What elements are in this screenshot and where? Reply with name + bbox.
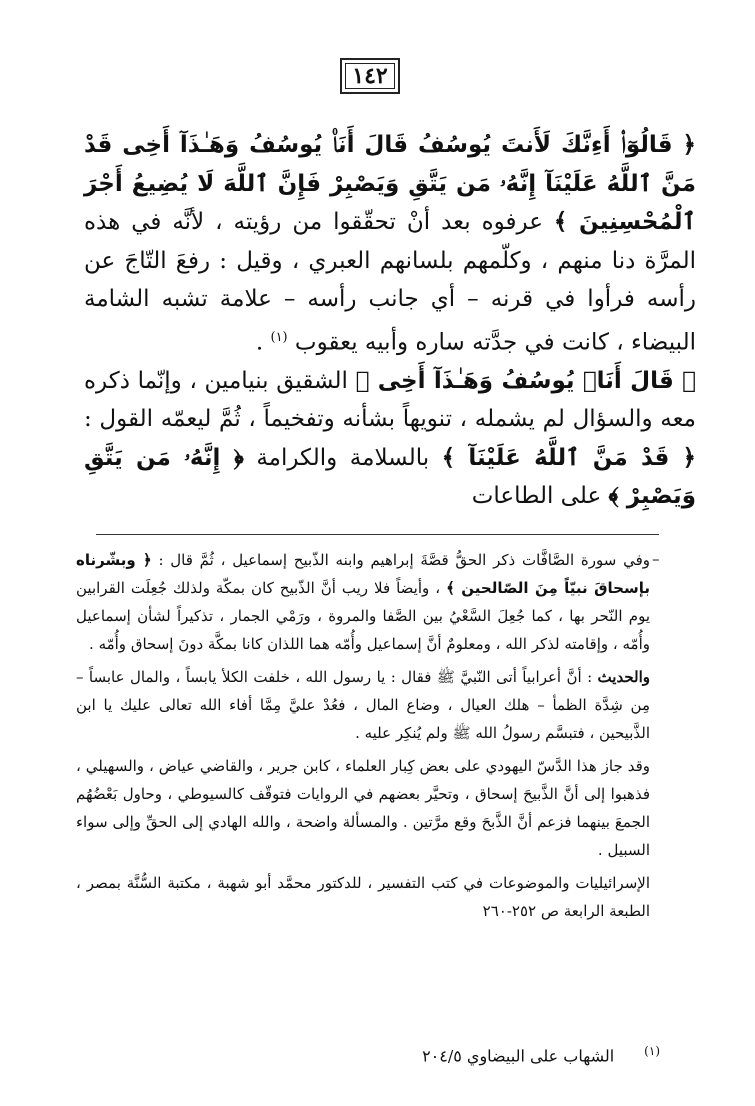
sentence-end: . <box>255 329 271 356</box>
note-paragraph-3: وقد جاز هذا الدَّسّ اليهودي على بعض كِبار العلماء ، كابن جرير ، والقاضي عياض ، والسهيلي ، فذهبوا إلى أنَّ الذَّبيحَ إسحاق ، وتحيَّر بعضهم في الروايات فتوقّف كالسيوطي ، وحاول بَعْضُهُم الجمعَ بينهما فزعم أنَّ الذَّبحَ وقع مرَّتين . والمسألة واضحة ، والله الهادي إلى الحقِّ وإلى سواء السبيل . <box>76 757 650 859</box>
page-number-text: ١٤٢ <box>352 63 388 89</box>
quran-verse: ﴿ وبشّرناه بإسحاقَ نبيّاً مِنَ الصّالحين ﴾ <box>76 551 650 597</box>
footnote-text: الشهاب على البيضاوي ٢٠٤/٥ <box>422 1046 615 1066</box>
footnote-divider <box>96 534 659 535</box>
commentary-text: عرفوه بعد أنْ تحقّقوا من رؤيته ، لأنَّه في هذه المرَّة دنا منهم ، وكلّمهم بلسانهم العبري ، وقيل : رفعَ التّاجَ عن رأسه فرأوا في قرنه – أي جانب رأسه – علامة تشبه الشامة البيضاء ، كانت في جدَّته ساره وأبيه يعقوب <box>84 209 696 356</box>
footnote-mark: (١) <box>644 1044 660 1058</box>
note-paragraph-2 <box>76 663 650 747</box>
quran-verse: ﴿ إِنَّهُۥ مَن يَتَّقِ وَيَصْبِرْ ﴾ <box>84 444 696 510</box>
paragraph-1 <box>84 126 696 362</box>
note-text: وفي سورة الصَّافَّات ذكر الحقُّ قصَّةَ إبراهيم وابنه الذّبيح إسماعيل ، ثُمَّ قال : <box>151 551 650 569</box>
footnotes-block <box>76 546 650 925</box>
note-paragraph-1 <box>76 546 650 658</box>
paragraph-2 <box>84 362 696 516</box>
hadith-label: والحديث <box>597 668 650 686</box>
footnote-ref: (١) <box>270 329 288 345</box>
note-paragraph-4: الإسرائيليات والموضوعات في كتب التفسير ، للدكتور محمَّد أبو شهبة ، مكتبة السُّنَّة بمصر ، الطبعة الرابعة ص ٢٥٢-٢٦٠ <box>76 874 650 920</box>
quran-verse: ﴿ قَالُوٓا۟ أَءِنَّكَ لَأَنتَ يُوسُفُ قَالَ أَنَا۠ يُوسُفُ وَهَـٰذَآ أَخِى قَدْ مَنَّ ٱللَّهُ عَلَيْنَآ إِنَّهُۥ مَن يَتَّقِ وَيَصْبِرْ فَإِنَّ ٱللَّهَ لَا يُضِيعُ أَجْرَ ٱلْمُحْسِنِينَ ﴾ <box>84 132 696 235</box>
continuation-dash: – <box>652 550 660 568</box>
quran-verse: ﴿ قَالَ أَنَا۠ يُوسُفُ وَهَـٰذَآ أَخِى ﴾ <box>355 367 696 394</box>
commentary-text: بالسلامة والكرامة <box>243 444 442 471</box>
quran-verse: ﴿ قَدْ مَنَّ ٱللَّهُ عَلَيْنَآ ﴾ <box>441 444 697 471</box>
footnote-1 <box>100 1038 660 1069</box>
note-text: ، وأيضاً فلا ريب أنَّ الذّبيح كان بمكّة ولذلك جُعِلَت القرابين يوم النّحر بها ، كما جُعِلَ السَّعْيُ بين الصَّفا والمروة ، ورَمْي الجمار ، تذكيراً لشأن إسماعيل وأُمّه ، وإقامته لذكر الله ، ومعلومٌ أنَّ إسماعيل وأُمّه هما اللذان كانا بمكَّة دونَ إسحاق وأُمّه . <box>76 579 650 653</box>
commentary-text: الشقيق بنيامين ، وإنّما ذكره معه والسؤال لم يشمله ، تنويهاً بشأنه وتفخيماً ، ثُمَّ ليعمّه القول : <box>84 367 696 433</box>
page-number <box>340 58 400 94</box>
main-text <box>84 126 696 516</box>
note-text: : أنَّ أعرابياً أتى النّبيَّ ﷺ فقال : يا رسول الله ، خلفت الكلأ يابساً ، والمال عابساً – مِن شِدَّة الظمأ – هلك العيال ، وضاع المال ، فعُدْ عليَّ مِمَّا أفاء الله تعالى عليك يا ابن الذَّبيحين ، فتبسَّم رسولُ الله ﷺ ولم يُنكِر عليه . <box>76 668 650 742</box>
commentary-text: على الطاعات <box>471 483 609 510</box>
